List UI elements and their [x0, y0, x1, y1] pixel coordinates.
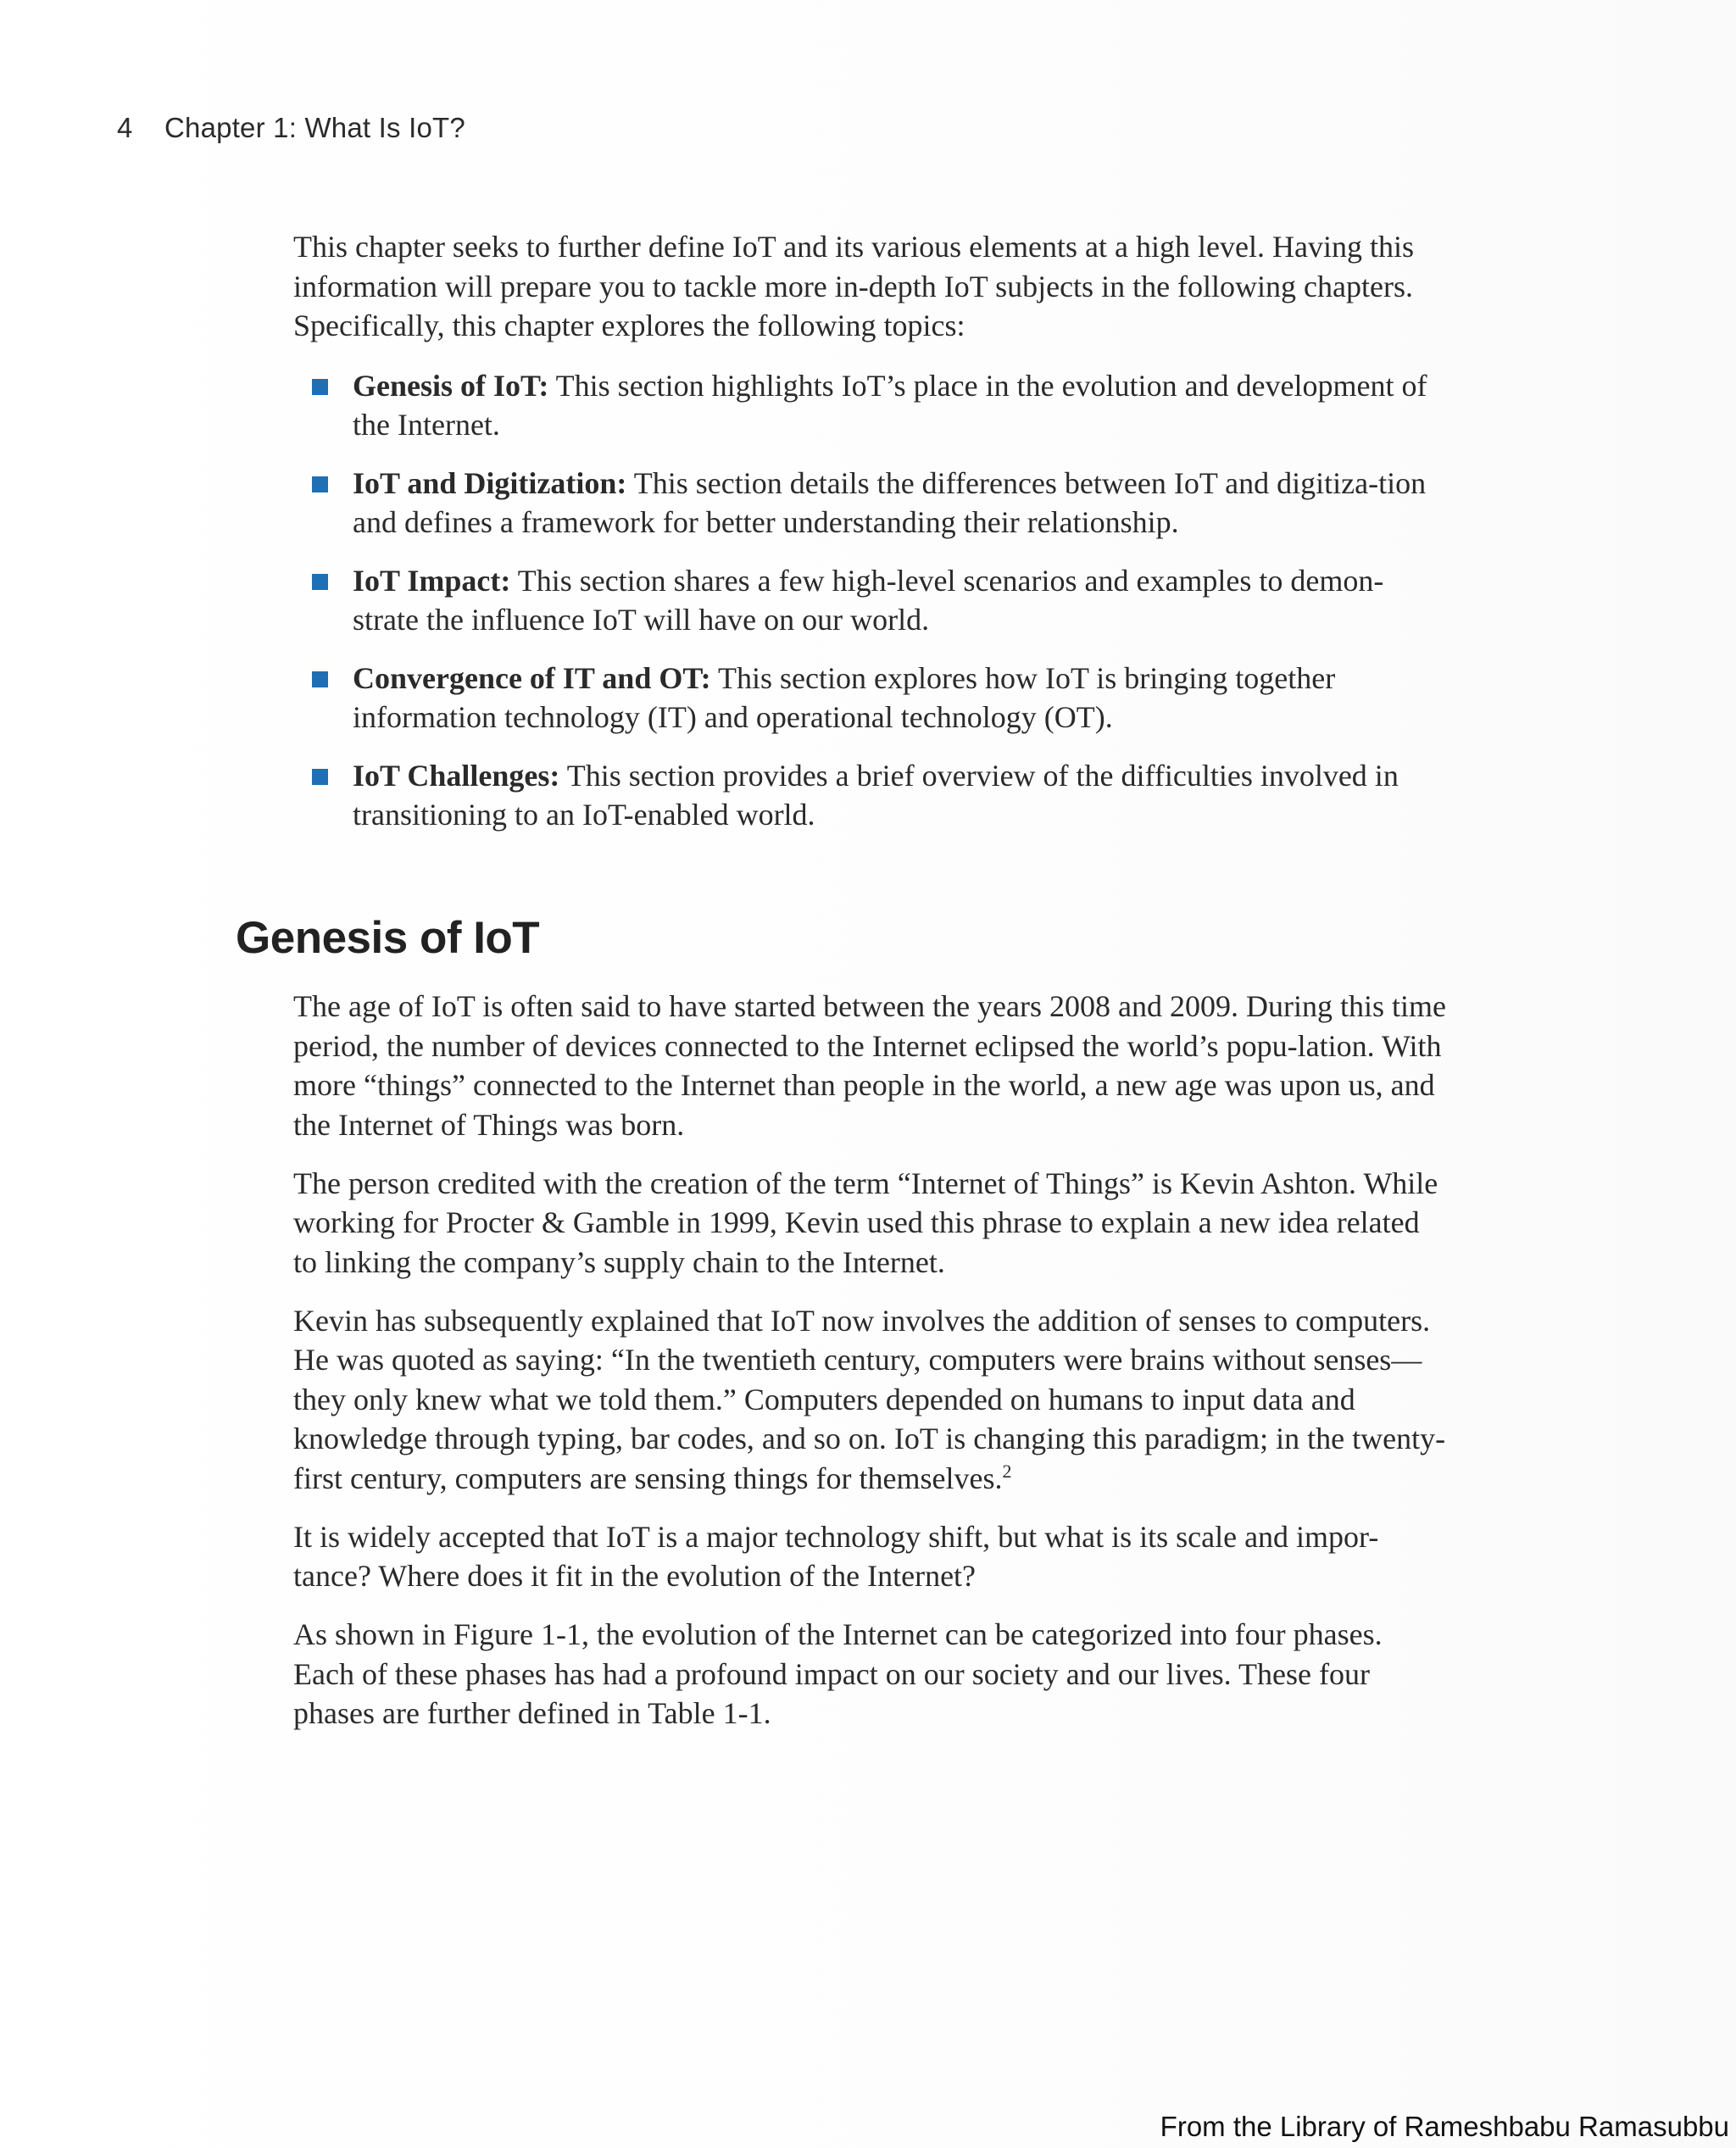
topic-term: IoT Challenges:: [353, 758, 560, 793]
square-bullet-icon: [312, 769, 328, 785]
page-number: 4: [117, 112, 133, 143]
topic-term: IoT and Digitization:: [353, 465, 627, 500]
topics-list: [293, 366, 1446, 835]
square-bullet-icon: [312, 379, 328, 395]
topic-description: This section provides a brief overview of the difficulties involved in transitioning to an IoT-enabled world.: [353, 758, 1399, 832]
topic-term: Genesis of IoT:: [353, 368, 549, 403]
topic-description: This section highlights IoT’s place in the evolution and development of the Internet.: [353, 368, 1427, 442]
topic-term: IoT Impact:: [353, 563, 511, 598]
section-heading: Genesis of IoT: [236, 913, 540, 963]
paragraph-text: Kevin has subsequently explained that IoT now involves the addition of senses to computers. He was quoted as saying: “In the twentieth century, computers were brains without senses—they only knew what we told them.” Computers depended on humans to input data and knowledge through typing, bar codes, and so on. IoT is changing this paradigm; in the twenty-first century, computers are sensing things for themselves.: [293, 1303, 1446, 1495]
body-paragraph: It is widely accepted that IoT is a major technology shift, but what is its scale and impor-tance? Where does it fit in the evolution of the Internet?: [293, 1519, 1379, 1593]
list-item: [353, 756, 1446, 835]
library-credit: From the Library of Rameshbabu Ramasubbu: [1160, 2111, 1729, 2142]
body-paragraph: [293, 1301, 1446, 1499]
list-item: [353, 561, 1446, 640]
body-paragraph: The age of IoT is often said to have started between the years 2008 and 2009. During this time period, the number of devices connected to the Internet eclipsed the world’s popu-lation. With more “things” connected to the Internet than people in the world, a new age was upon us, and the Internet of Things was born.: [293, 989, 1446, 1142]
chapter-title: Chapter 1: What Is IoT?: [164, 112, 465, 143]
square-bullet-icon: [312, 671, 328, 687]
topic-description: This section explores how IoT is bringing together information technology (IT) and operational technology (OT).: [353, 660, 1336, 734]
footnote-marker[interactable]: 2: [1002, 1460, 1012, 1482]
topic-description: This section details the differences between IoT and digitiza-tion and defines a framework for better understanding their relationship.: [353, 465, 1427, 539]
body-paragraph: As shown in Figure 1-1, the evolution of the Internet can be categorized into four phases. Each of these phases has had a profound impact on our society and our lives. These four phases are further defined in Table 1-1.: [293, 1617, 1383, 1730]
body-paragraph: The person credited with the creation of the term “Internet of Things” is Kevin Ashton. While working for Procter & Gamble in 1999, Kevin used this phrase to explain a new idea related to linking the company’s supply chain to the Internet.: [293, 1166, 1438, 1279]
list-item: [353, 659, 1446, 737]
topic-term: Convergence of IT and OT:: [353, 660, 711, 695]
running-head: [117, 112, 465, 144]
intro-block: [293, 227, 1446, 854]
list-item: [353, 464, 1446, 543]
list-item: [353, 366, 1446, 445]
square-bullet-icon: [312, 476, 328, 492]
topic-description: This section shares a few high-level scenarios and examples to demon-strate the influence IoT will have on our world.: [353, 563, 1384, 637]
square-bullet-icon: [312, 574, 328, 590]
section-body: [293, 987, 1446, 1752]
intro-paragraph: This chapter seeks to further define IoT and its various elements at a high level. Having this information will prepare you to tackle more in-depth IoT subjects in the following chapters. Specifically, this chapter explores the following topics:: [293, 230, 1414, 342]
